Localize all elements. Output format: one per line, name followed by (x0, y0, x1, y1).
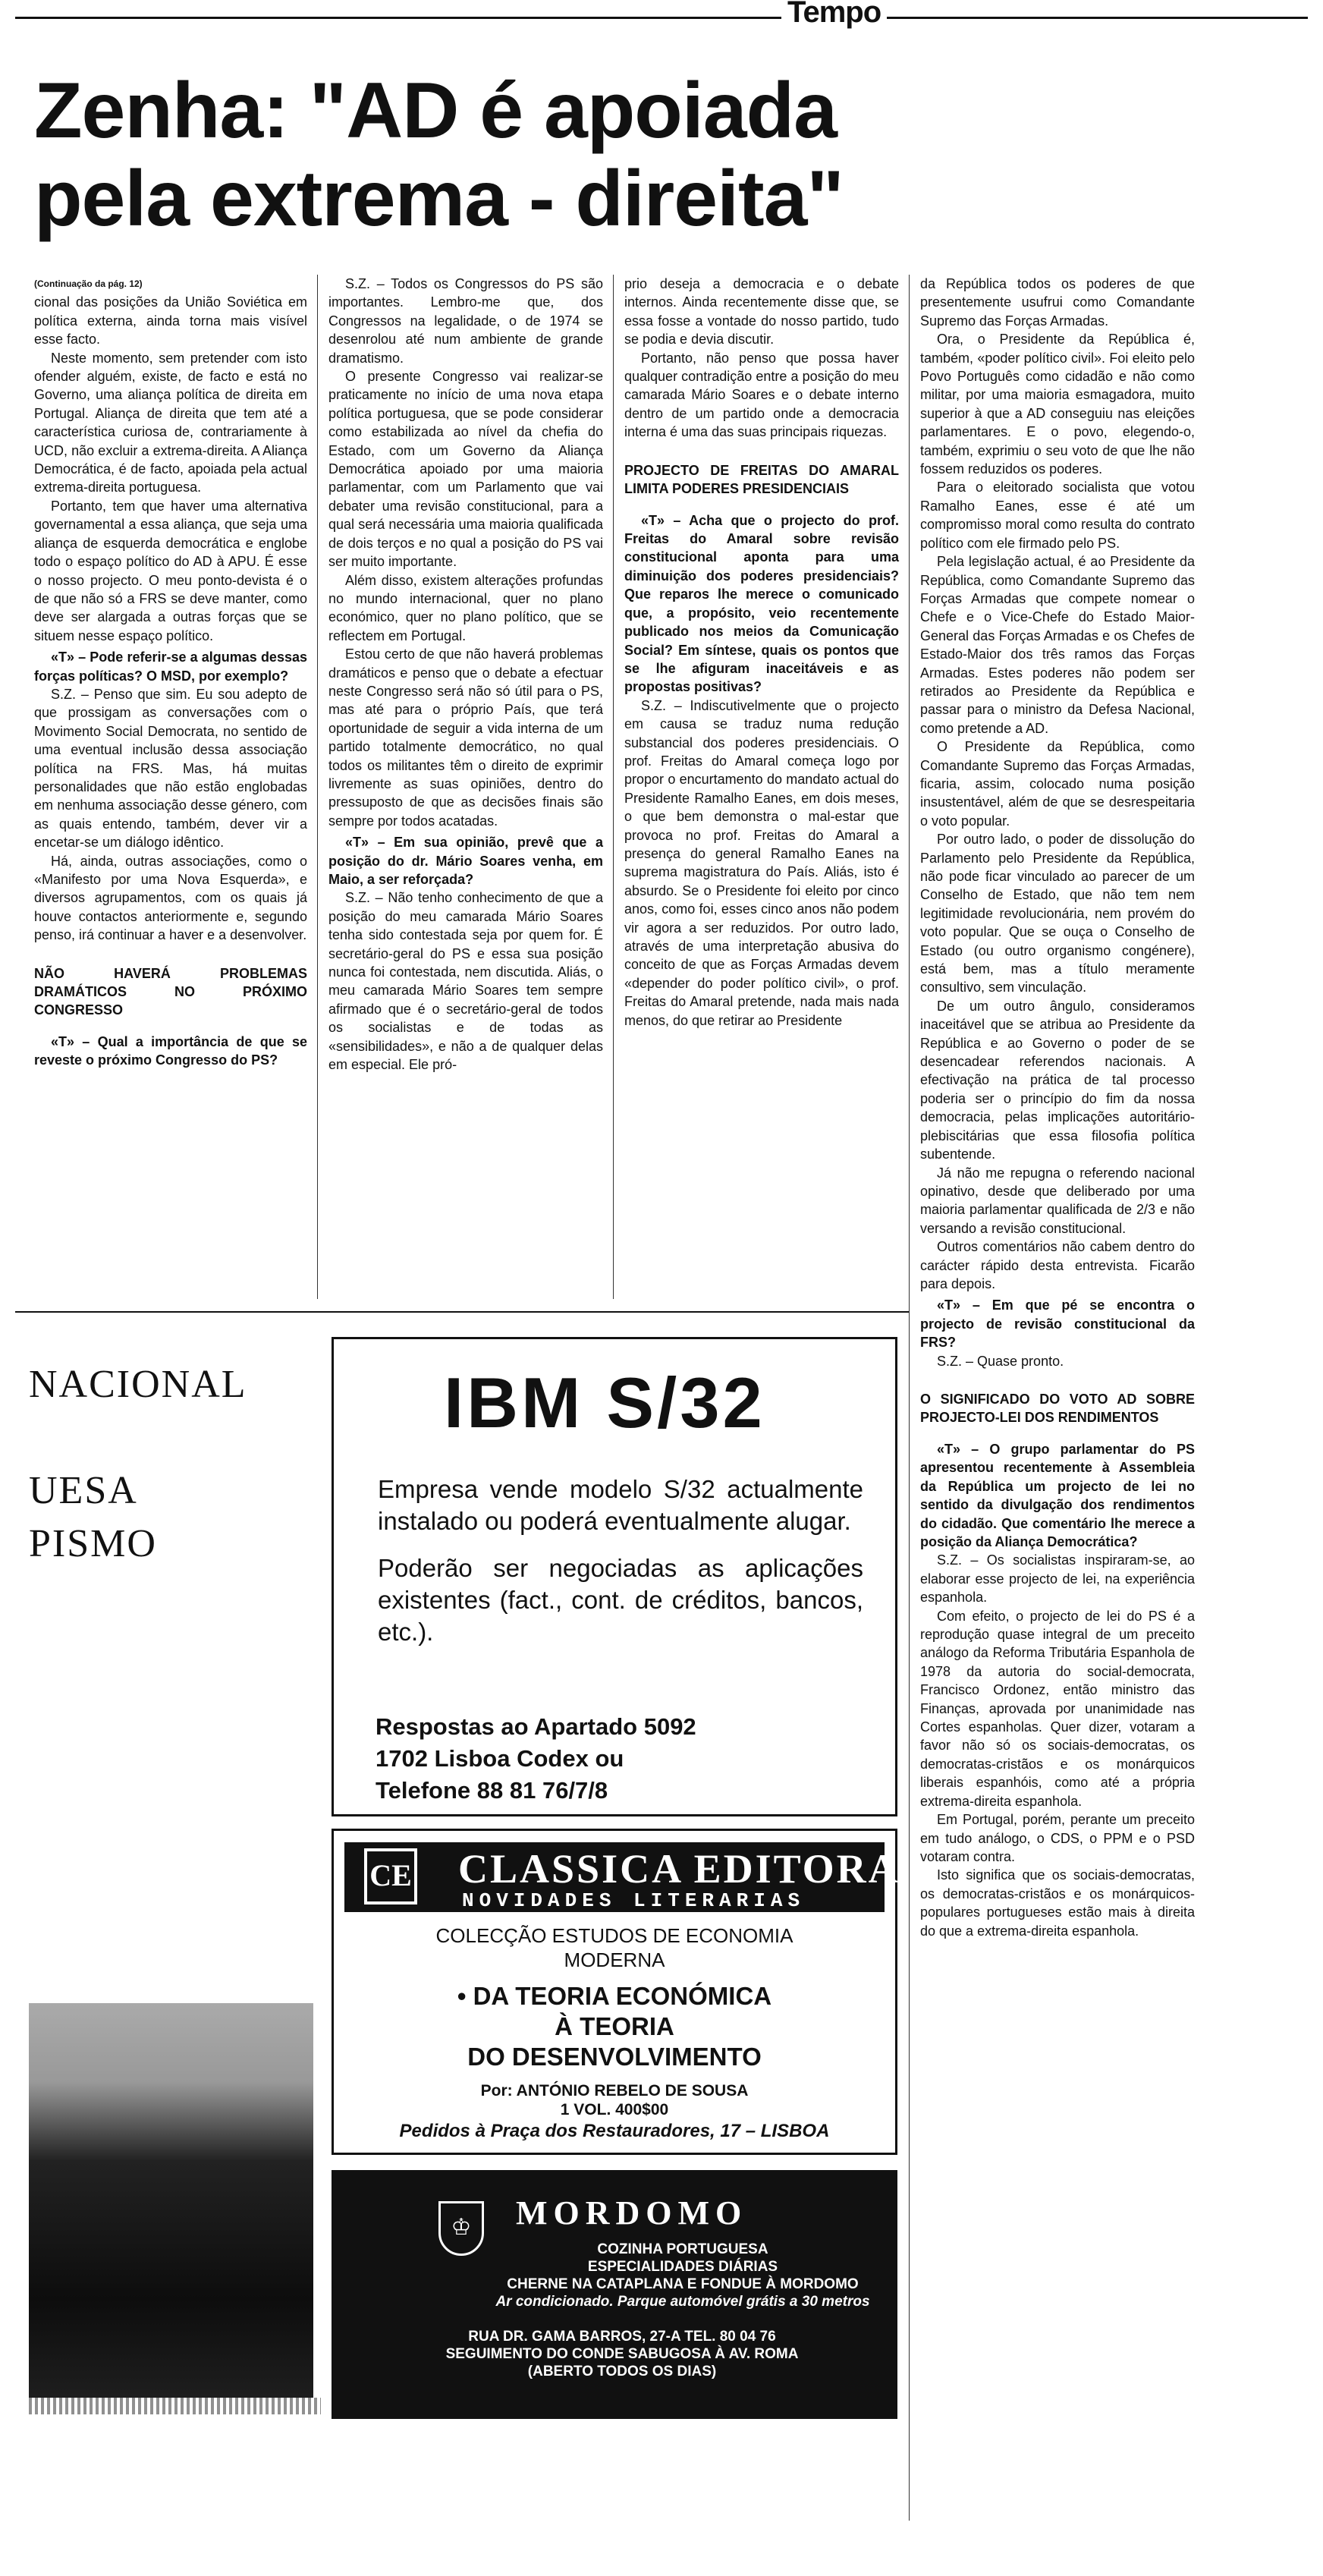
paragraph: Estou certo de que não haverá problemas dramáticos e penso que o debate a efectuar neste Congresso será não só útil para o PS, mas até para o próprio País, que terá oportunidade de seguir a vida interna de um partido totalmente democrático, no qual todos os militantes têm o direito de exprimir livremente as suas opiniões, dentro do pressuposto de que as decisões finais são sempre por todos acatadas. (328, 646, 603, 829)
paragraph: S.Z. – Indiscutivelmente que o projecto em causa se traduz numa redução substancial dos poderes presidenciais. O prof. Freitas do Amaral começa logo por propor o encurtamento do mandato actual do Presidente Ramalho Eanes, em dois meses, o que bem demonstra o mal-estar que provoca no prof. Freitas do Amaral a presença do general Ramalho Eanes na suprema magistratura do País. Aliás, isto é absurdo. Se o Presidente foi eleito por cinco anos, como foi, esses cinco anos não podem vir agora a ser reduzidos. Por outro lado, através de uma interpretação abusiva do conceito de que as Forças Armadas devem «depender do poder político civil», o prof. Freitas do Amaral pretende, nada mais nada menos, do que retirar ao Presidente (624, 697, 899, 1028)
classica-banner (344, 1842, 900, 1912)
classica-logo-icon: CE (364, 1848, 417, 1904)
article-column-4 (920, 275, 1195, 1940)
paragraph: Portanto, tem que haver uma alternativa governamental a essa aliança, que seja uma aliança de esquerda democrática e englobe todo o espaço político do AD à APU. É esse o nosso projecto. O meu ponto-devista é o de que não só a FRS se deve manter, como deve ser alargada a outras forças que se situem nesse espaço político. (34, 498, 307, 643)
classica-book-title (334, 1981, 895, 2072)
paragraph: O presente Congresso vai realizar-se praticamente no início de uma nova etapa política portuguesa, que se pode considerar como estabilizada ao nível da chefia do Estado, com um Governo da Aliança Democrática apoiado por uma maioria parlamentar, com um Parlamento que vai debater uma revisão constitucional, para a qual será necessária uma maioria qualificada de dois terços e no qual a posição do PS vai ser muito importante. (328, 369, 603, 570)
classica-author (334, 2081, 895, 2119)
mordomo-crest-icon: ♔ (438, 2201, 484, 2256)
mordomo-detail-line: Ar condicionado. Parque automóvel grátis a 30 metros (495, 2294, 870, 2310)
paragraph: O Presidente da República, como Comandante Supremo das Forças Armadas, ficaria, assim, colocado numa posição insustentável, além de que se desrespeitaria o voto popular. (920, 739, 1195, 829)
classica-book-line: • DA TEORIA ECONÓMICA (457, 1982, 772, 2010)
paragraph: S.Z. – Quase pronto. (937, 1353, 1064, 1369)
paragraph: cional das posições da União Soviética em política externa, ainda torna mais visível esse facto. (34, 294, 307, 348)
interview-question: «T» – Em que pé se encontra o projecto de revisão constitucional da FRS? (920, 1297, 1195, 1351)
paragraph: S.Z. – Penso que sim. Eu sou adepto de que prossigam as conversações com o Movimento Social Democrata, no sentido de uma eventual inclusão dessa associação política na FRS. Mas, há muitas personalidades que não estão englobadas em nenhuma associação desse género, com as quais entendo, também, dever vir a encetar-se um diálogo idêntico. (34, 686, 307, 851)
classica-author-line: Por: ANTÓNIO REBELO DE SOUSA (480, 2082, 749, 2099)
paragraph: Além disso, existem alterações profundas no mundo internacional, quer no plano económico, quer no plano político, que se reflectem em Portugal. (328, 572, 603, 643)
interview-question: «T» – O grupo parlamentar do PS apresentou recentemente à Assembleia da República um projecto de lei no sentido da divulgação dos rendimentos do cidadão. Que comentário lhe merece a posição da Aliança Democrática? (920, 1441, 1195, 1549)
interview-question: «T» – Pode referir-se a algumas dessas forças políticas? O MSD, por exemplo? (34, 650, 307, 684)
ibm-ad-contact-line: Telefone 88 81 76/7/8 (376, 1777, 608, 1804)
classica-collection (334, 1923, 895, 1972)
paragraph: Há, ainda, outras associações, como o «Manifesto por uma Nova Esquerda», e diversos agrupamentos, com os quais já houve contactos anteriormente e, segundo penso, irá continuar a haver e a desenvolver. (34, 853, 307, 943)
ibm-ad-contact-line: Respostas ao Apartado 5092 (376, 1713, 696, 1740)
mordomo-advertisement (332, 2170, 897, 2419)
continuation-note: (Continuação da pág. 12) (34, 278, 143, 289)
mordomo-address-line: (ABERTO TODOS OS DIAS) (527, 2364, 717, 2379)
subheading: PROJECTO DE FREITAS DO AMARAL LIMITA PODERES PRESIDENCIAIS (624, 462, 899, 496)
article-column-1 (34, 275, 307, 1069)
mordomo-address-line: RUA DR. GAMA BARROS, 27-A TEL. 80 04 76 (468, 2329, 776, 2345)
headline (34, 67, 869, 243)
classica-collection-line: MODERNA (564, 1949, 665, 1971)
paragraph: Pela legislação actual, é ao Presidente da República, como Comandante Supremo das Forças Armadas que compete nomear o Chefe e o Vice-Chefe do Estado Maior-General das Forças Armadas e os Chefes de Estado-Maior dos três ramos das Forças Armadas. Estes poderes não podem ser retirados ao Presidente da República e passar para o ministro da Defesa Nacional, como pretende a AD. (920, 554, 1195, 736)
side-ad-heading: PISMO (29, 1522, 157, 1565)
mordomo-detail-line: COZINHA PORTUGUESA (597, 2241, 768, 2257)
mordomo-address (379, 2328, 865, 2380)
article-column-2 (328, 275, 603, 1074)
paragraph: Para o eleitorado socialista que votou Ramalho Eanes, esse é até um compromisso moral como resulta do contrato político com ele firmado pelo PS. (920, 480, 1195, 551)
classica-volume: 1 VOL. 400$00 (560, 2101, 669, 2118)
paragraph: da República todos os poderes de que presentemente usufrui como Comandante Supremo das Forças Armadas. (920, 276, 1195, 329)
mordomo-detail-line: ESPECIALIDADES DIÁRIAS (587, 2259, 778, 2275)
paragraph: Ora, o Presidente da República é, também, «poder político civil». Foi eleito pelo Povo Português como cidadão e não como militar, por uma maioria esmagadora, muito superior à que a AD conseguiu nas eleições parlamentares. E o povo, elegendo-o, também, exprimiu o seu voto de que lhe não fossem reduzidos os poderes. (920, 332, 1195, 477)
interview-question: «T» – Acha que o projecto do prof. Freitas do Amaral sobre revisão constitucional aponta para uma diminuição dos poderes presidenciais? Que reparos lhe merece o comunicado que, a propósito, veio recentemente publicado nos meios da Comunicação Social? Em síntese, quais os pontos que se lhe afiguram inaceitáveis e as propostas positivas? (624, 512, 899, 695)
paragraph: Outros comentários não cabem dentro do carácter rápido desta entrevista. Ficarão para depois. (920, 1239, 1195, 1291)
ibm-ad-contact-line: 1702 Lisboa Codex ou (376, 1745, 624, 1772)
paragraph: De um outro ângulo, consideramos inaceitável que se atribua ao Presidente da República e ao Governo o poder de se desencadear referendos nacionais. A efectivação na prática de tal processo poderia ser o princípio do fim da nossa democracia, pelas implicações autoritário-plebiscitárias que essa filosofia política subentende. (920, 998, 1195, 1162)
ibm-ad-paragraph: Empresa vende modelo S/32 actualmente instalado ou poderá eventualmente alugar. (378, 1475, 863, 1535)
column-divider (317, 275, 318, 1299)
mordomo-address-line: SEGUIMENTO DO CONDE SABUGOSA À AV. ROMA (445, 2346, 799, 2362)
paragraph: prio deseja a democracia e o debate internos. Ainda recentemente disse que, se essa fosse a vontade do nosso partido, tudo se podia e devia discutir. (624, 276, 899, 348)
masthead-section: Tempo (781, 0, 887, 30)
mordomo-details (486, 2241, 880, 2310)
paragraph: Portanto, não penso que possa haver qualquer contradição entre a posição do meu camarada Mário Soares e o debate interno dentro de um partido onde a democracia interna é uma das suas principais riquezas. (624, 350, 899, 440)
side-ad-photo (29, 2003, 313, 2398)
paragraph: S.Z. – Os socialistas inspiraram-se, ao elaborar esse projecto de lei, na experiência espanhola. (920, 1552, 1195, 1606)
ibm-ad-contact (376, 1711, 696, 1807)
ibm-ad-body (378, 1474, 863, 1648)
headline-line-1: Zenha: "AD é apoiada (34, 67, 837, 155)
subheading: NÃO HAVERÁ PROBLEMAS DRAMÁTICOS NO PRÓXIMO CONGRESSO (34, 965, 307, 1018)
interview-question: «T» – Em sua opinião, prevê que a posição do dr. Mário Soares venha, em Maio, a ser reforçada? (328, 835, 603, 887)
masthead-rule (15, 17, 1308, 19)
paragraph: Isto significa que os sociais-democratas, os democratas-cristãos e os monárquicos-populares portugueses estão mais à direita do que a extrema-direita espanhola. (920, 1867, 1195, 1939)
paragraph: Com efeito, o projecto de lei do PS é a reprodução quase integral de um preceito análogo da Reforma Tributária Espanhola de 1978 da autoria do social-democrata, Francisco Ordonez, então ministro das Finanças, aprovada por unanimidade nas Cortes espanholas. Quer dizer, votaram a favor não só os sociais-democratas, os democratas-cristãos e os monárquicos liberais espanhóis, como até a própria extrema-direita espanhola. (920, 1608, 1195, 1809)
paragraph: Em Portugal, porém, perante um preceito em tudo análogo, o CDS, o PPM e o PSD votaram contra. (920, 1812, 1195, 1864)
subheading: O SIGNIFICADO DO VOTO AD SOBRE PROJECTO-LEI DOS RENDIMENTOS (920, 1391, 1195, 1425)
ibm-ad-paragraph: Poderão ser negociadas as aplicações existentes (fact., cont. de créditos, bancos, etc.). (378, 1554, 863, 1646)
classica-subtitle: NOVIDADES LITERARIAS (462, 1889, 806, 1912)
classica-name: CLASSICA EDITORA (458, 1846, 900, 1892)
side-ad-heading: UESA (29, 1469, 138, 1512)
ibm-ad-title: IBM S/32 (444, 1363, 765, 1442)
side-ad-heading: NACIONAL (29, 1363, 247, 1406)
article-column-3 (624, 275, 899, 1030)
column-divider (909, 275, 910, 2521)
mordomo-name: MORDOMO (516, 2194, 748, 2232)
classica-collection-line: COLECÇÃO ESTUDOS DE ECONOMIA (435, 1924, 793, 1947)
classica-book-line: DO DESENVOLVIMENTO (467, 2043, 762, 2071)
interview-question: «T» – Qual a importância de que se reveste o próximo Congresso do PS? (34, 1033, 307, 1068)
column-divider (613, 275, 614, 1299)
ibm-advertisement (332, 1337, 897, 1816)
classica-book-line: À TEORIA (555, 2012, 674, 2040)
photo-border (29, 2398, 321, 2414)
classica-editora-advertisement (332, 1829, 900, 2155)
paragraph: Neste momento, sem pretender com isto ofender alguém, existe, de facto e está no Governo, uma aliança política de direita em Portugal. Aliança de direita que tem até a característica curiosa de, contrariamente à UCD, não excluir a extrema-direita. A Aliança Democrática, é de facto, apoiada pela actual extrema-direita portuguesa. (34, 350, 307, 495)
classica-address: Pedidos à Praça dos Restauradores, 17 – LISBOA (399, 2121, 830, 2141)
paragraph: S.Z. – Não tenho conhecimento de que a posição do meu camarada Mário Soares tenha sido contestada seja por quem for. É secretário-geral do PS e essa sua posição nunca foi contestada, nem discutida. Aliás, o meu camarada Mário Soares tem sempre afirmado que é o secretário-geral de todos os socialistas e de todas as «sensibilidades», e não a de qualquer delas em especial. Ele pró- (328, 890, 603, 1073)
section-rule (15, 1311, 909, 1313)
paragraph: Já não me repugna o referendo nacional opinativo, desde que deliberado por uma maioria parlamentar qualificada de 2/3 e não versando a revisão constitucional. (920, 1165, 1195, 1236)
headline-line-2: pela extrema - direita" (34, 155, 844, 243)
mordomo-detail-line: CHERNE NA CATAPLANA E FONDUE À MORDOMO (507, 2276, 859, 2292)
paragraph: Por outro lado, o poder de dissolução do Parlamento pelo Presidente da República, não pode ficar vinculado ao parecer de um Conselho de Estado, que não tem nem legitimidade revolucionária, nem provém do voto popular. Que se ouça o Conselho de Estado (ou outro organismo congénere), está bem, mas a título meramente consultivo, sem vinculação. (920, 832, 1195, 995)
paragraph: S.Z. – Todos os Congressos do PS são importantes. Lembro-me que, dos Congressos na legalidade, o de 1974 se desenrolou até num ambiente de grande dramatismo. (328, 276, 603, 366)
